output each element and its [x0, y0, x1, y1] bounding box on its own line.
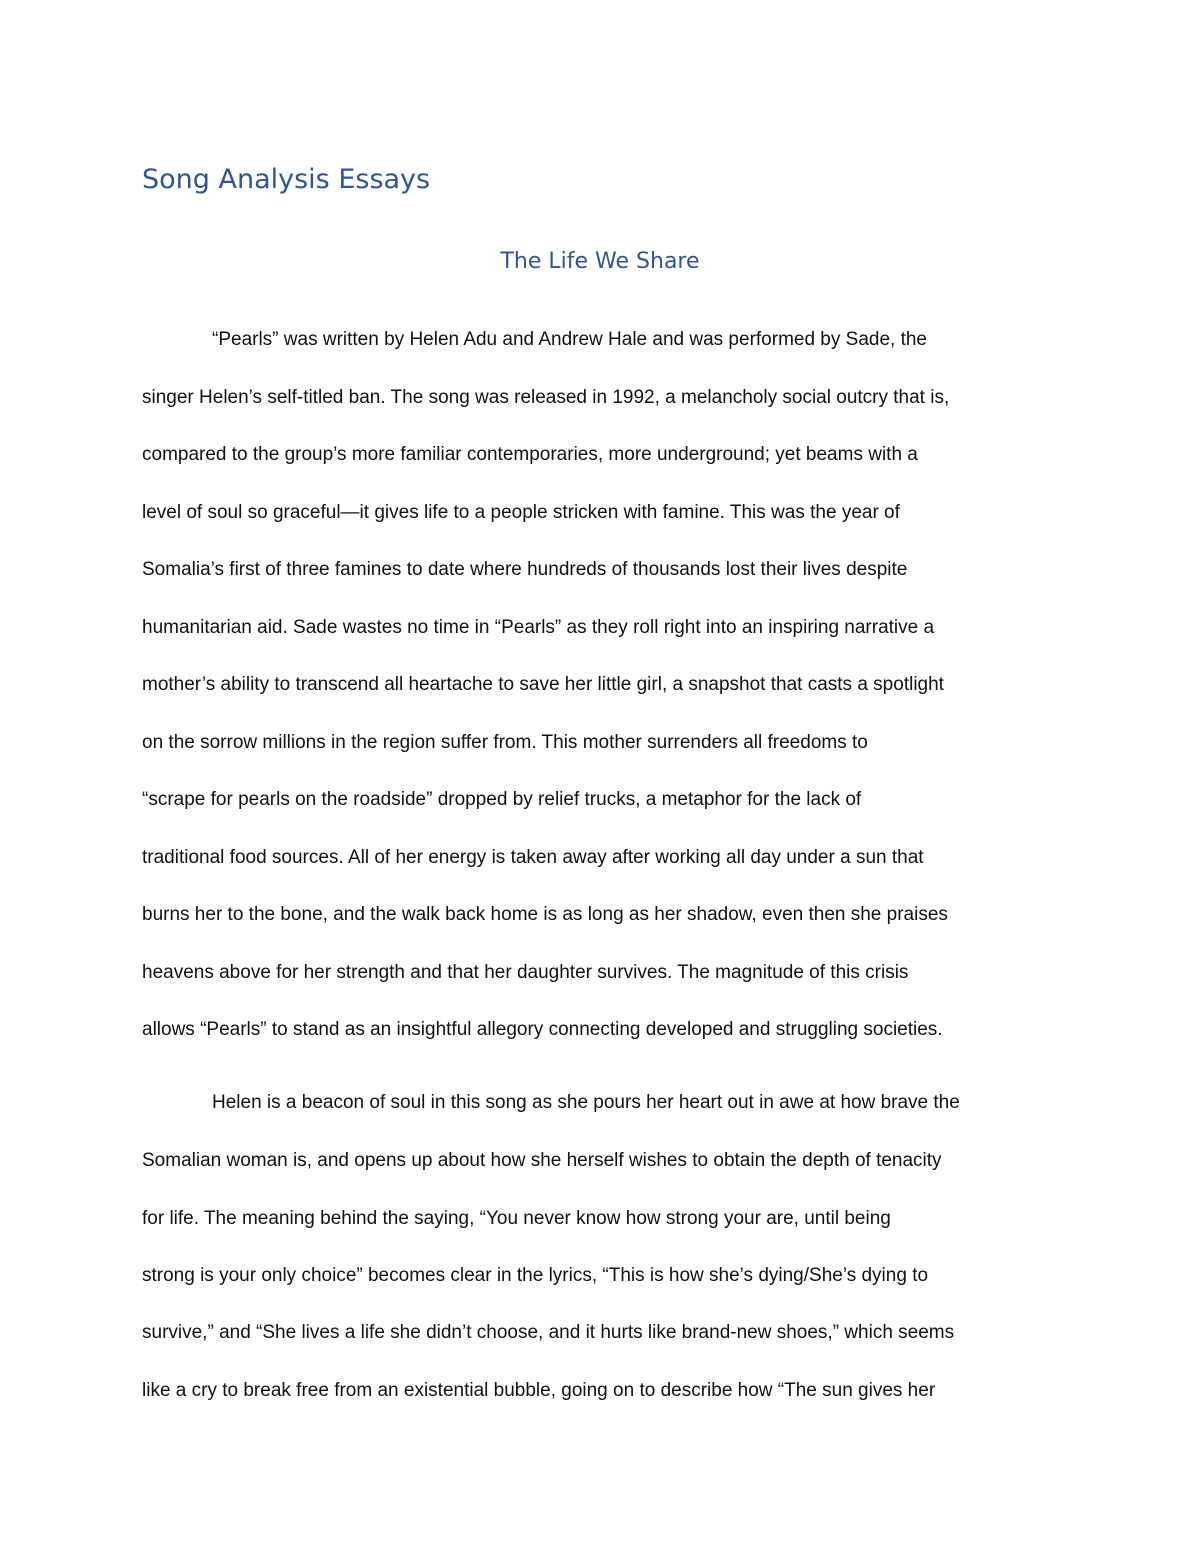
essay-title: The Life We Share	[500, 249, 700, 274]
paragraph-line: Somalian woman is, and opens up about how she herself wishes to obtain the depth of tenacity	[142, 1150, 942, 1171]
paragraph-line: allows “Pearls” to stand as an insightful allegory connecting developed and struggling societies.	[142, 1019, 943, 1040]
paragraph-line: on the sorrow millions in the region suffer from. This mother surrenders all freedoms to	[142, 732, 868, 753]
paragraph-line: Helen is a beacon of soul in this song as she pours her heart out in awe at how brave the	[212, 1092, 960, 1113]
paragraph-line: level of soul so graceful—it gives life to a people stricken with famine. This was the year of	[142, 502, 900, 523]
paragraph-line: for life. The meaning behind the saying, “You never know how strong your are, until being	[142, 1208, 891, 1229]
document-heading: Song Analysis Essays	[142, 164, 431, 195]
paragraph-line: singer Helen’s self-titled ban. The song was released in 1992, a melancholy social outcry that is,	[142, 387, 950, 408]
paragraph-line: “Pearls” was written by Helen Adu and Andrew Hale and was performed by Sade, the	[212, 329, 927, 350]
paragraph-line: mother’s ability to transcend all heartache to save her little girl, a snapshot that casts a spotlight	[142, 674, 944, 695]
paragraph-line: Somalia’s first of three famines to date where hundreds of thousands lost their lives despite	[142, 559, 908, 580]
paragraph-line: heavens above for her strength and that her daughter survives. The magnitude of this crisis	[142, 962, 909, 983]
paragraph-line: traditional food sources. All of her energy is taken away after working all day under a sun that	[142, 847, 924, 868]
paragraph-line: burns her to the bone, and the walk back home is as long as her shadow, even then she praises	[142, 904, 948, 925]
paragraph-line: strong is your only choice” becomes clear in the lyrics, “This is how she’s dying/She’s dying to	[142, 1265, 929, 1286]
paragraph-line: like a cry to break free from an existential bubble, going on to describe how “The sun gives her	[142, 1380, 936, 1401]
paragraph-line: “scrape for pearls on the roadside” dropped by relief trucks, a metaphor for the lack of	[142, 789, 862, 810]
paragraph-line: survive,” and “She lives a life she didn’t choose, and it hurts like brand-new shoes,” which seems	[142, 1322, 955, 1343]
paragraph-line: humanitarian aid. Sade wastes no time in “Pearls” as they roll right into an inspiring narrative a	[142, 617, 935, 638]
paragraph-line: compared to the group’s more familiar contemporaries, more underground; yet beams with a	[142, 444, 918, 465]
